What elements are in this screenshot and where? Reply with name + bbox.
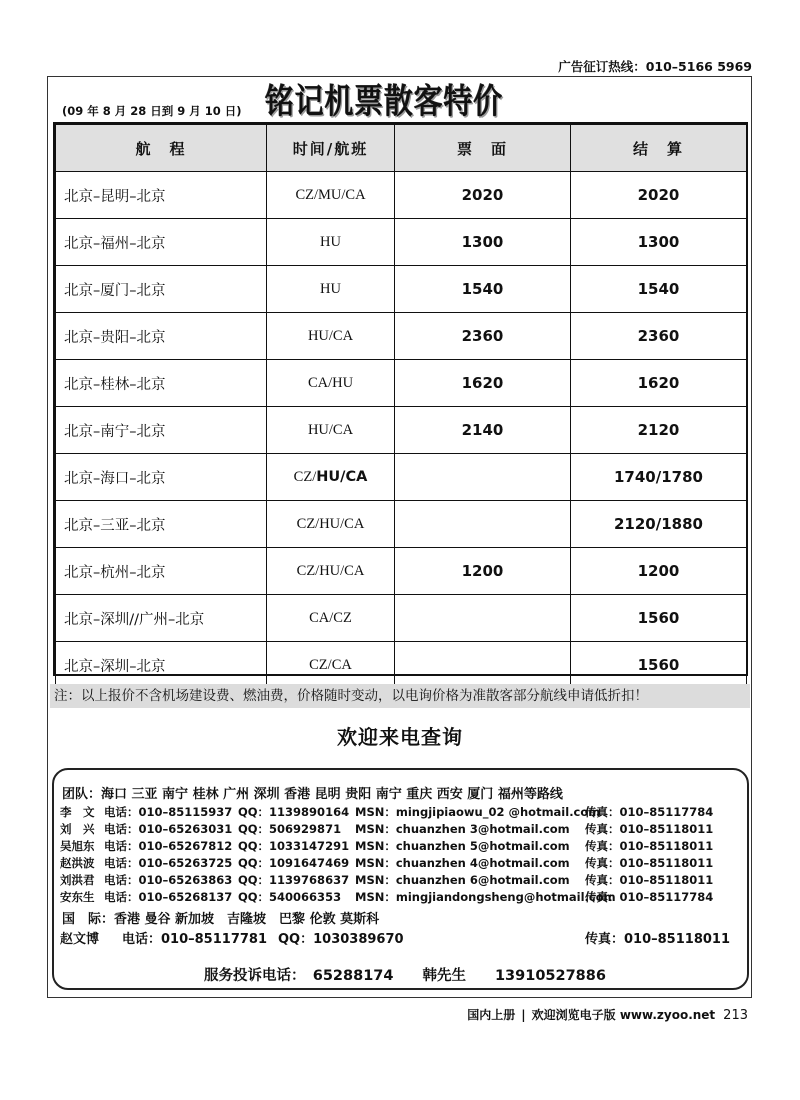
contact-msn: MSN：chuanzhen 3@hotmail.com [355,822,570,836]
route-cell: 北京–杭州–北京 [56,548,267,595]
contact-name: 刘 兴 [60,822,95,836]
table-row [56,501,747,548]
route-cell: 北京–深圳–北京 [56,642,267,689]
route-cell: 北京–贵阳–北京 [56,313,267,360]
contact-msn: MSN：mingjiandongsheng@hotmail.com [355,890,616,904]
team-routes: 团队：海口 三亚 南宁 桂林 广州 深圳 香港 昆明 贵阳 南宁 重庆 西安 厦门 福州等路线 [62,787,563,802]
settle-cell: 1200 [571,548,747,595]
contact-qq: QQ：1139890164 [238,805,350,819]
welcome-heading: 欢迎来电查询 [337,725,463,749]
price-cell: 2020 [395,172,571,219]
contact-qq: QQ：1091647469 [238,856,350,870]
flight-code-part: CZ/ [293,468,317,485]
route-cell: 北京–南宁–北京 [56,407,267,454]
flight-cell: CA/CZ [267,595,395,642]
header-flight: 时间/航班 [267,125,395,172]
price-cell: 1200 [395,548,571,595]
contact-qq: QQ：1030389670 [278,932,404,947]
settle-cell: 1300 [571,219,747,266]
route-cell: 北京–海口–北京 [56,454,267,501]
table-row [56,172,747,219]
price-cell [395,454,571,501]
contact-fax: 传真：010–85118011 [585,932,730,947]
page-footer [467,1006,748,1023]
fare-table [53,122,748,676]
contact-msn: MSN：chuanzhen 4@hotmail.com [355,856,570,870]
contact-msn: MSN：mingjipiaowu_02 @hotmail.com [355,805,601,819]
contact-msn: MSN：chuanzhen 5@hotmail.com [355,839,570,853]
contact-name: 吴旭东 [60,839,95,853]
settle-cell: 1560 [571,595,747,642]
price-cell: 1620 [395,360,571,407]
contact-name: 李 文 [60,805,95,819]
route-cell: 北京–桂林–北京 [56,360,267,407]
price-note: 注：以上报价不含机场建设费、燃油费，价格随时变动，以电询价格为准散客部分航线申请低折扣！ [50,684,750,708]
price-cell: 1540 [395,266,571,313]
contact-qq: QQ：1033147291 [238,839,350,853]
settle-cell: 2120/1880 [571,501,747,548]
price-cell: 2360 [395,313,571,360]
flight-cell: HU [267,219,395,266]
contact-qq: QQ：540066353 [238,890,342,904]
contact-name: 赵文博 [60,932,100,947]
contact-row-zhao [60,928,740,946]
route-cell: 北京–福州–北京 [56,219,267,266]
flight-cell: CZ/HU/CA [267,548,395,595]
contact-tel: 电话：010–85117781 [122,932,267,947]
settle-cell: 2360 [571,313,747,360]
flight-cell: CZ/MU/CA [267,172,395,219]
table-row [56,642,747,689]
contact-tel: 电话：010–85115937 [104,805,233,819]
table-row [56,219,747,266]
price-cell [395,642,571,689]
contact-msn: MSN：chuanzhen 6@hotmail.com [355,873,570,887]
price-cell [395,501,571,548]
settle-cell: 2020 [571,172,747,219]
fare-table-grid [55,124,747,689]
table-row [56,266,747,313]
flight-cell: CA/HU [267,360,395,407]
contact-fax: 传真：010–85118011 [585,839,714,853]
header-route: 航 程 [56,125,267,172]
contact-fax: 传真：010–85118011 [585,856,714,870]
contact-fax: 传真：010–85118011 [585,822,714,836]
flight-cell: HU/CA [267,313,395,360]
flight-cell: CZ/HU/CA [267,501,395,548]
contact-name: 安东生 [60,890,95,904]
contact-name: 刘洪君 [60,873,95,887]
footer-separator: | [521,1008,526,1022]
contact-name: 赵洪波 [60,856,95,870]
price-cell: 1300 [395,219,571,266]
settle-cell: 2120 [571,407,747,454]
settle-cell: 1740/1780 [571,454,747,501]
settle-cell: 1620 [571,360,747,407]
flight-cell [267,454,395,501]
contact-fax: 传真：010–85118011 [585,873,714,887]
table-row [56,313,747,360]
contact-tel: 电话：010–65263031 [104,822,233,836]
footer-section: 国内上册 [467,1008,516,1022]
contact-qq: QQ：1139768637 [238,873,350,887]
footer-slogan: 欢迎浏览电子版 www.zyoo.net [531,1008,716,1022]
page-title: 铭记机票散客特价 [265,82,503,122]
settle-cell: 1540 [571,266,747,313]
route-cell: 北京–昆明–北京 [56,172,267,219]
table-row [56,454,747,501]
route-cell: 北京–三亚–北京 [56,501,267,548]
flight-code-bold-part: HU/CA [316,468,368,485]
table-row [56,407,747,454]
contact-qq: QQ：506929871 [238,822,342,836]
complaint-hotline: 服务投诉电话： 65288174 韩先生 13910527886 [204,968,606,984]
route-cell: 北京–厦门–北京 [56,266,267,313]
page-number: 213 [723,1008,748,1023]
settle-cell: 1560 [571,642,747,689]
table-header-row [56,125,747,172]
price-cell: 2140 [395,407,571,454]
flight-cell: HU/CA [267,407,395,454]
flight-cell: HU [267,266,395,313]
international-routes: 国 际：香港 曼谷 新加坡 吉隆坡 巴黎 伦敦 莫斯科 [62,912,380,927]
header-settle: 结 算 [571,125,747,172]
flight-cell: CZ/CA [267,642,395,689]
table-row [56,595,747,642]
route-cell: 北京–深圳//广州–北京 [56,595,267,642]
contact-tel: 电话：010–65268137 [104,890,233,904]
header-price: 票 面 [395,125,571,172]
contact-tel: 电话：010–65267812 [104,839,233,853]
date-range: (09 年 8 月 28 日到 9 月 10 日) [62,104,242,118]
table-row [56,360,747,407]
ad-hotline: 广告征订热线：010–5166 5969 [558,59,752,74]
contact-box [52,768,749,990]
contact-tel: 电话：010–65263725 [104,856,233,870]
contact-tel: 电话：010–65263863 [104,873,233,887]
contact-fax: 传真：010–85117784 [585,805,714,819]
contact-fax: 传真：010–85117784 [585,890,714,904]
price-cell [395,595,571,642]
table-row [56,548,747,595]
